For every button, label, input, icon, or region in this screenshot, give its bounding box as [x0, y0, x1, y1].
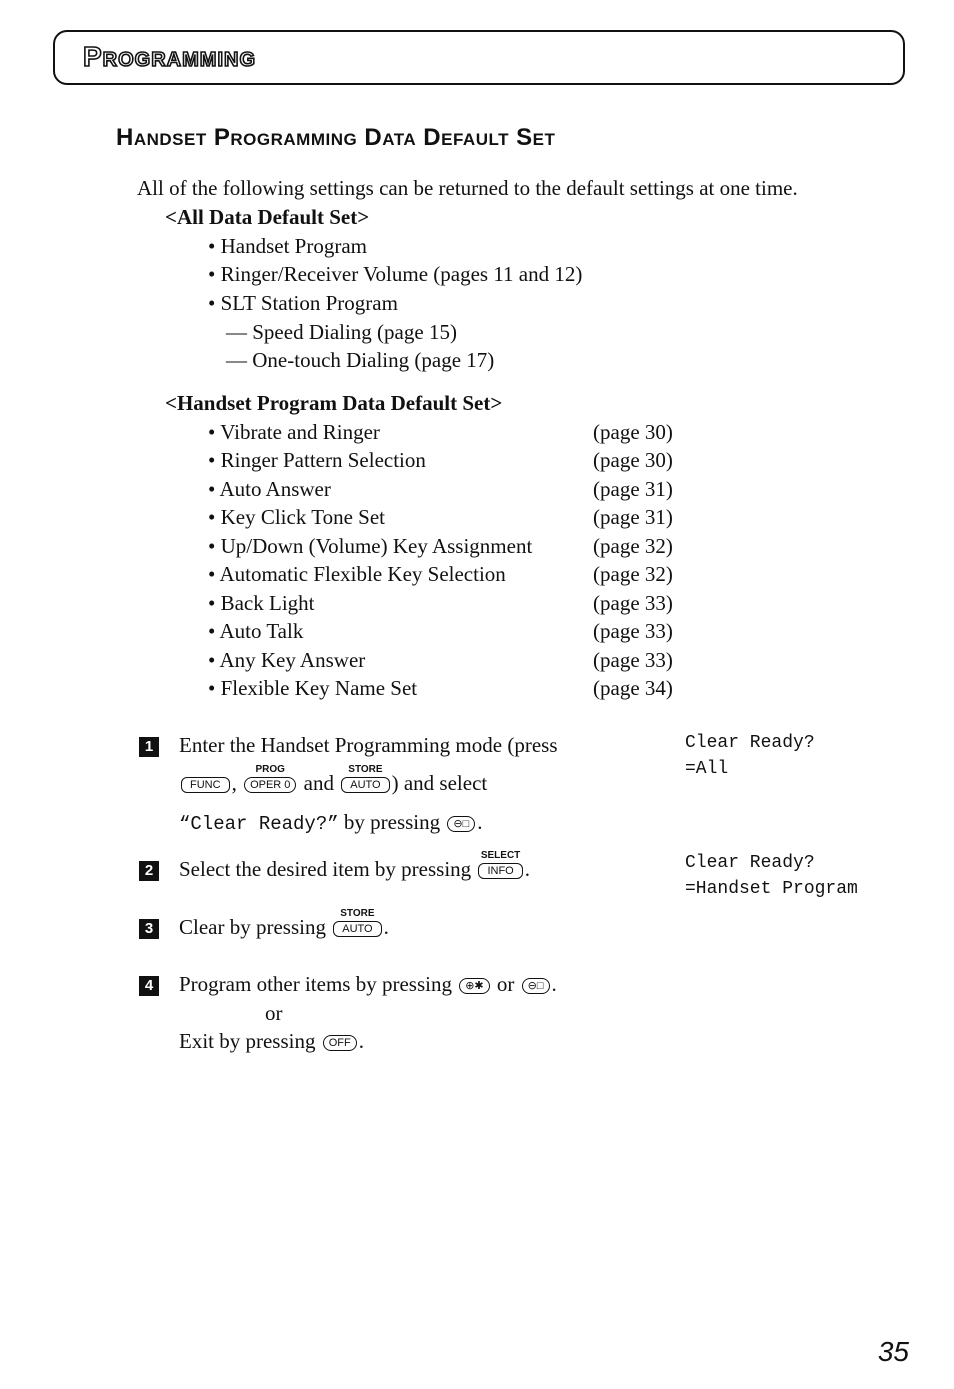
page-ref: (page 32)	[593, 534, 673, 558]
all-data-heading: <All Data Default Set>	[165, 205, 370, 229]
list-item: — One-touch Dialing (page 17)	[226, 348, 495, 372]
step-1-text: Enter the Handset Programming mode (press	[179, 733, 558, 757]
clear-ready-quote: “Clear Ready?”	[179, 813, 339, 835]
page-header-title: Programming	[83, 41, 256, 72]
list-item: • Flexible Key Name Set	[208, 676, 418, 700]
page-ref: (page 30)	[593, 420, 673, 444]
page-ref: (page 33)	[593, 619, 673, 643]
list-item: • Any Key Answer	[208, 648, 366, 672]
step-1-keys: FUNC , PROG OPER 0 and STORE AUTO ) and select	[179, 771, 487, 796]
oper-key	[244, 764, 296, 793]
store-label: STORE	[340, 908, 375, 920]
header-box	[53, 30, 905, 85]
step-2-text: Select the desired item by pressing SELECT INFO .	[179, 850, 530, 881]
func-key: FUNC	[181, 777, 230, 793]
and-text: and	[303, 771, 334, 795]
list-item: • Ringer Pattern Selection	[208, 448, 426, 472]
or-text: or	[496, 972, 515, 996]
page-ref: (page 30)	[593, 448, 673, 472]
step-1-select: “Clear Ready?” by pressing ⊖□ .	[179, 810, 483, 835]
list-item: — Speed Dialing (page 15)	[226, 320, 457, 344]
list-item: • Vibrate and Ringer	[208, 420, 380, 444]
list-item: • Handset Program	[208, 234, 367, 258]
exit-text: Exit by pressing	[179, 1029, 316, 1053]
off-key: OFF	[323, 1035, 357, 1051]
page-ref: (page 31)	[593, 505, 673, 529]
prog-label: PROG	[255, 764, 285, 776]
page-number: 35	[877, 1336, 909, 1367]
auto-key	[333, 908, 381, 937]
step-2-label: Select the desired item by pressing	[179, 857, 472, 881]
list-item: • Automatic Flexible Key Selection	[208, 562, 506, 586]
store-label: STORE	[348, 764, 383, 776]
page-ref: (page 33)	[593, 591, 673, 615]
list-item: • SLT Station Program	[208, 291, 398, 315]
down-key-icon: ⊖□	[522, 978, 550, 994]
oper-key-label: OPER 0	[250, 779, 291, 792]
step-3-label: Clear by pressing	[179, 915, 326, 939]
step-number: 4	[139, 976, 159, 996]
lcd-display-2: Clear Ready? =Handset Program	[685, 853, 858, 899]
step-number: 2	[139, 861, 159, 881]
page-ref: (page 34)	[593, 676, 673, 700]
select-label: SELECT	[480, 850, 521, 862]
step-4-exit: Exit by pressing OFF .	[179, 1029, 364, 1053]
page-ref: (page 32)	[593, 562, 673, 586]
handset-data-heading: <Handset Program Data Default Set>	[165, 391, 503, 415]
by-pressing-text: by pressing	[343, 810, 441, 834]
list-item: • Key Click Tone Set	[208, 505, 385, 529]
or-line: or	[265, 1001, 283, 1025]
step-4-label: Program other items by pressing	[179, 972, 452, 996]
auto-key-label: AUTO	[342, 923, 373, 936]
step-4-text: Program other items by pressing ⊕✱ or ⊖□ .	[179, 972, 557, 996]
up-key-icon: ⊕✱	[459, 978, 489, 994]
step-3-text: Clear by pressing STORE AUTO .	[179, 908, 389, 939]
step-number: 1	[139, 737, 159, 757]
step-number: 3	[139, 919, 159, 939]
list-item: • Up/Down (Volume) Key Assignment	[208, 534, 533, 558]
auto-key	[341, 764, 389, 793]
info-key	[478, 850, 522, 879]
list-item: • Back Light	[208, 591, 315, 615]
list-item: • Auto Talk	[208, 619, 304, 643]
info-key-label: INFO	[487, 865, 514, 878]
page-ref: (page 33)	[593, 648, 673, 672]
list-item: • Ringer/Receiver Volume (pages 11 and 12)	[208, 262, 583, 286]
down-key-icon: ⊖□	[447, 816, 475, 832]
auto-key-label: AUTO	[350, 779, 381, 792]
lcd-display-1: Clear Ready? =All	[685, 733, 815, 779]
section-title: Handset Programming Data Default Set	[116, 124, 556, 151]
page-ref: (page 31)	[593, 477, 673, 501]
intro-text: All of the following settings can be returned to the default settings at one time.	[137, 176, 798, 200]
list-item: • Auto Answer	[208, 477, 331, 501]
and-select-text: ) and select	[391, 771, 488, 795]
